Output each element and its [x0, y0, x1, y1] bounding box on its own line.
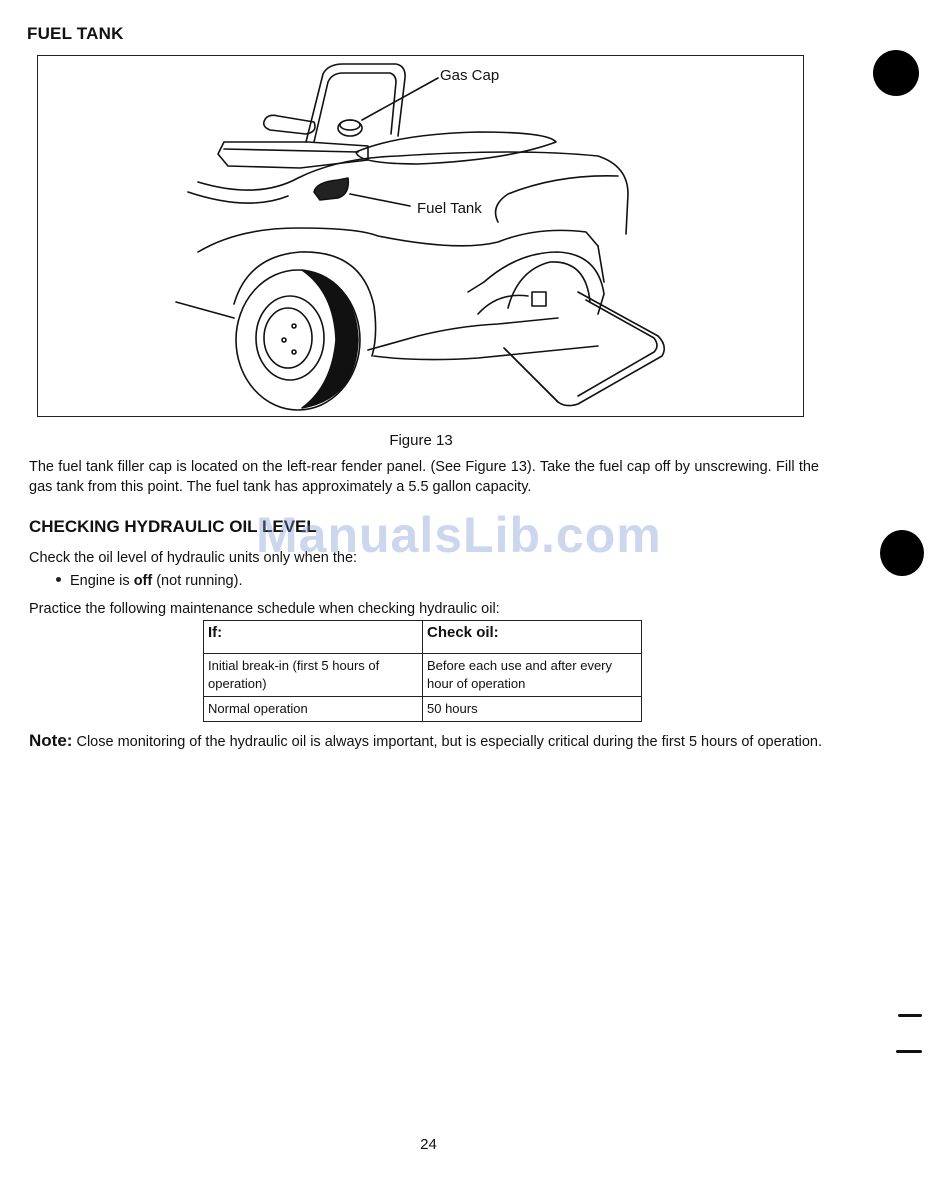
note-label: Note:: [29, 731, 73, 750]
table-row: [204, 654, 642, 697]
figure-13: [37, 55, 804, 417]
section-title-fuel-tank: FUEL TANK: [27, 24, 124, 43]
table-cell: Before each use and after every hour of operation: [423, 654, 642, 697]
section-title-hydraulic-oil: CHECKING HYDRAULIC OIL LEVEL: [29, 517, 317, 536]
table-cell: Initial break-in (first 5 hours of operation): [204, 654, 423, 697]
figure-caption: Figure 13: [389, 432, 453, 449]
table-header-row: [204, 621, 642, 654]
hydraulic-intro: Check the oil level of hydraulic units only when the:: [29, 550, 358, 566]
binder-hole-icon: [873, 50, 919, 96]
bullet-item: [56, 573, 242, 589]
table-cell: Normal operation: [204, 697, 423, 722]
fuel-tank-paragraph: The fuel tank filler cap is located on the left-rear fender panel. (See Figure 13). Take the fuel cap off by unscrewing. Fill the gas tank from this point. The fuel tank has approximately a 5.5 gallon capacity.: [29, 459, 819, 495]
edge-mark: [896, 1050, 922, 1053]
watermark: ManualsLib.com: [256, 507, 662, 563]
binder-hole-icon: [880, 530, 924, 576]
mower-illustration: [38, 56, 803, 416]
table-cell: 50 hours: [423, 697, 642, 722]
table-header-cell: Check oil:: [423, 621, 642, 654]
table-row: [204, 697, 642, 722]
page-number: 24: [420, 1136, 437, 1153]
table-header-cell: If:: [204, 621, 423, 654]
maintenance-schedule-table: [203, 620, 642, 722]
bullet-bold: off: [133, 573, 153, 589]
bullet-suffix: (not running).: [152, 573, 243, 589]
schedule-intro: Practice the following maintenance schedule when checking hydraulic oil:: [29, 601, 500, 617]
bullet-icon: [56, 577, 61, 582]
note-text: Close monitoring of the hydraulic oil is always important, but is especially critical during the first 5 hours of operation.: [72, 734, 822, 750]
edge-mark: [898, 1014, 922, 1017]
callout-gas-cap: Gas Cap: [440, 67, 500, 84]
note: [29, 730, 829, 753]
bullet-prefix: Engine is: [70, 573, 134, 589]
callout-fuel-tank: Fuel Tank: [417, 200, 482, 217]
